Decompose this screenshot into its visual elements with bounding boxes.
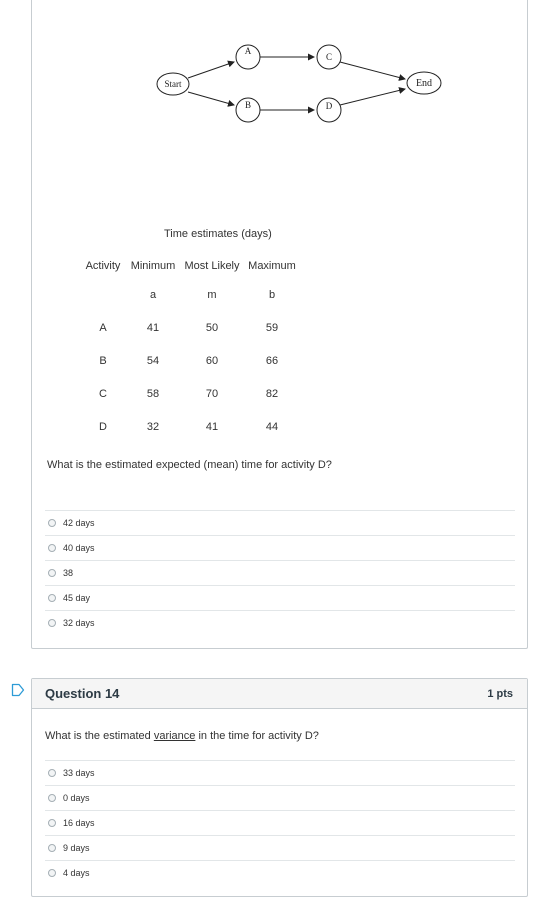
answer-label: 45 day	[63, 593, 91, 603]
radio-circle-icon[interactable]	[48, 844, 56, 852]
question-text-part: What is the estimated	[45, 730, 154, 742]
edge-c-end	[340, 62, 405, 79]
radio-circle-icon[interactable]	[48, 769, 56, 777]
table-cell: 58	[146, 387, 160, 400]
header-activity: Activity	[85, 260, 121, 272]
node-b-label: B	[244, 100, 252, 110]
answer-option[interactable]	[45, 835, 515, 860]
question-14-text	[45, 730, 319, 742]
question-13-text: What is the estimated expected (mean) time for activity D?	[47, 459, 332, 471]
table-cell: 54	[146, 354, 160, 367]
radio-circle-icon[interactable]	[48, 619, 56, 627]
question-14-card	[31, 678, 528, 897]
edge-d-end	[340, 89, 405, 105]
table-header-row	[82, 254, 302, 278]
answer-label: 9 days	[63, 843, 90, 853]
table-symbol-row	[82, 278, 302, 311]
table-row	[82, 410, 302, 443]
answer-option[interactable]	[45, 535, 515, 560]
node-c-label: C	[325, 52, 333, 62]
answer-option[interactable]	[45, 760, 515, 785]
table-cell: 44	[265, 420, 279, 433]
table-cell: 32	[146, 420, 160, 433]
answer-option[interactable]	[45, 585, 515, 610]
answer-label: 4 days	[63, 868, 90, 878]
answer-label: 16 days	[63, 818, 95, 828]
answer-label: 38	[63, 568, 74, 578]
question-13-answers	[45, 510, 515, 635]
table-row	[82, 311, 302, 344]
answer-label: 40 days	[63, 543, 95, 553]
answer-option[interactable]	[45, 785, 515, 810]
table-cell: 50	[205, 321, 219, 334]
table-row	[82, 377, 302, 410]
edge-start-a	[188, 62, 234, 78]
table-cell: A	[99, 321, 107, 334]
question-text-part: in the time for activity D?	[195, 730, 319, 742]
answer-option[interactable]	[45, 810, 515, 835]
symbol-cell	[82, 278, 124, 311]
radio-circle-icon[interactable]	[48, 569, 56, 577]
table-cell: C	[99, 387, 107, 400]
table-cell: 59	[265, 321, 279, 334]
table-cell: 41	[146, 321, 160, 334]
symbol-cell: b	[268, 288, 276, 301]
table-cell: D	[99, 420, 107, 433]
answer-option[interactable]	[45, 510, 515, 535]
radio-circle-icon[interactable]	[48, 594, 56, 602]
header-most-likely: Most Likely	[184, 260, 240, 272]
answer-option[interactable]	[45, 560, 515, 585]
answer-label: 0 days	[63, 793, 90, 803]
table-caption: Time estimates (days)	[164, 228, 272, 240]
variance-term: variance	[153, 730, 196, 742]
network-diagram	[122, 42, 447, 126]
table-cell: 82	[265, 387, 279, 400]
answer-label: 42 days	[63, 518, 95, 528]
node-d-label: D	[325, 101, 333, 111]
symbol-cell: m	[207, 288, 217, 301]
question-13-card	[31, 0, 528, 649]
question-title: Question 14	[45, 686, 120, 701]
header-maximum: Maximum	[248, 260, 296, 272]
table-cell: B	[99, 354, 107, 367]
answer-label: 32 days	[63, 618, 95, 628]
symbol-cell: a	[149, 288, 157, 301]
table-cell: 60	[205, 354, 219, 367]
bookmark-flag-icon[interactable]	[11, 683, 25, 697]
answer-label: 33 days	[63, 768, 95, 778]
question-points: 1 pts	[487, 687, 513, 700]
node-start-label: Start	[164, 79, 182, 89]
table-cell: 70	[205, 387, 219, 400]
table-row	[82, 344, 302, 377]
radio-circle-icon[interactable]	[48, 519, 56, 527]
table-cell: 66	[265, 354, 279, 367]
question-14-answers	[45, 760, 515, 885]
radio-circle-icon[interactable]	[48, 869, 56, 877]
node-a-label: A	[244, 46, 252, 56]
edge-start-b	[188, 92, 234, 105]
radio-circle-icon[interactable]	[48, 544, 56, 552]
node-end-label: End	[415, 78, 433, 89]
answer-option[interactable]	[45, 610, 515, 635]
answer-option[interactable]	[45, 860, 515, 885]
question-14-header	[32, 679, 527, 709]
radio-circle-icon[interactable]	[48, 794, 56, 802]
header-minimum: Minimum	[130, 260, 176, 272]
time-estimates-table	[82, 254, 302, 443]
radio-circle-icon[interactable]	[48, 819, 56, 827]
table-cell: 41	[205, 420, 219, 433]
